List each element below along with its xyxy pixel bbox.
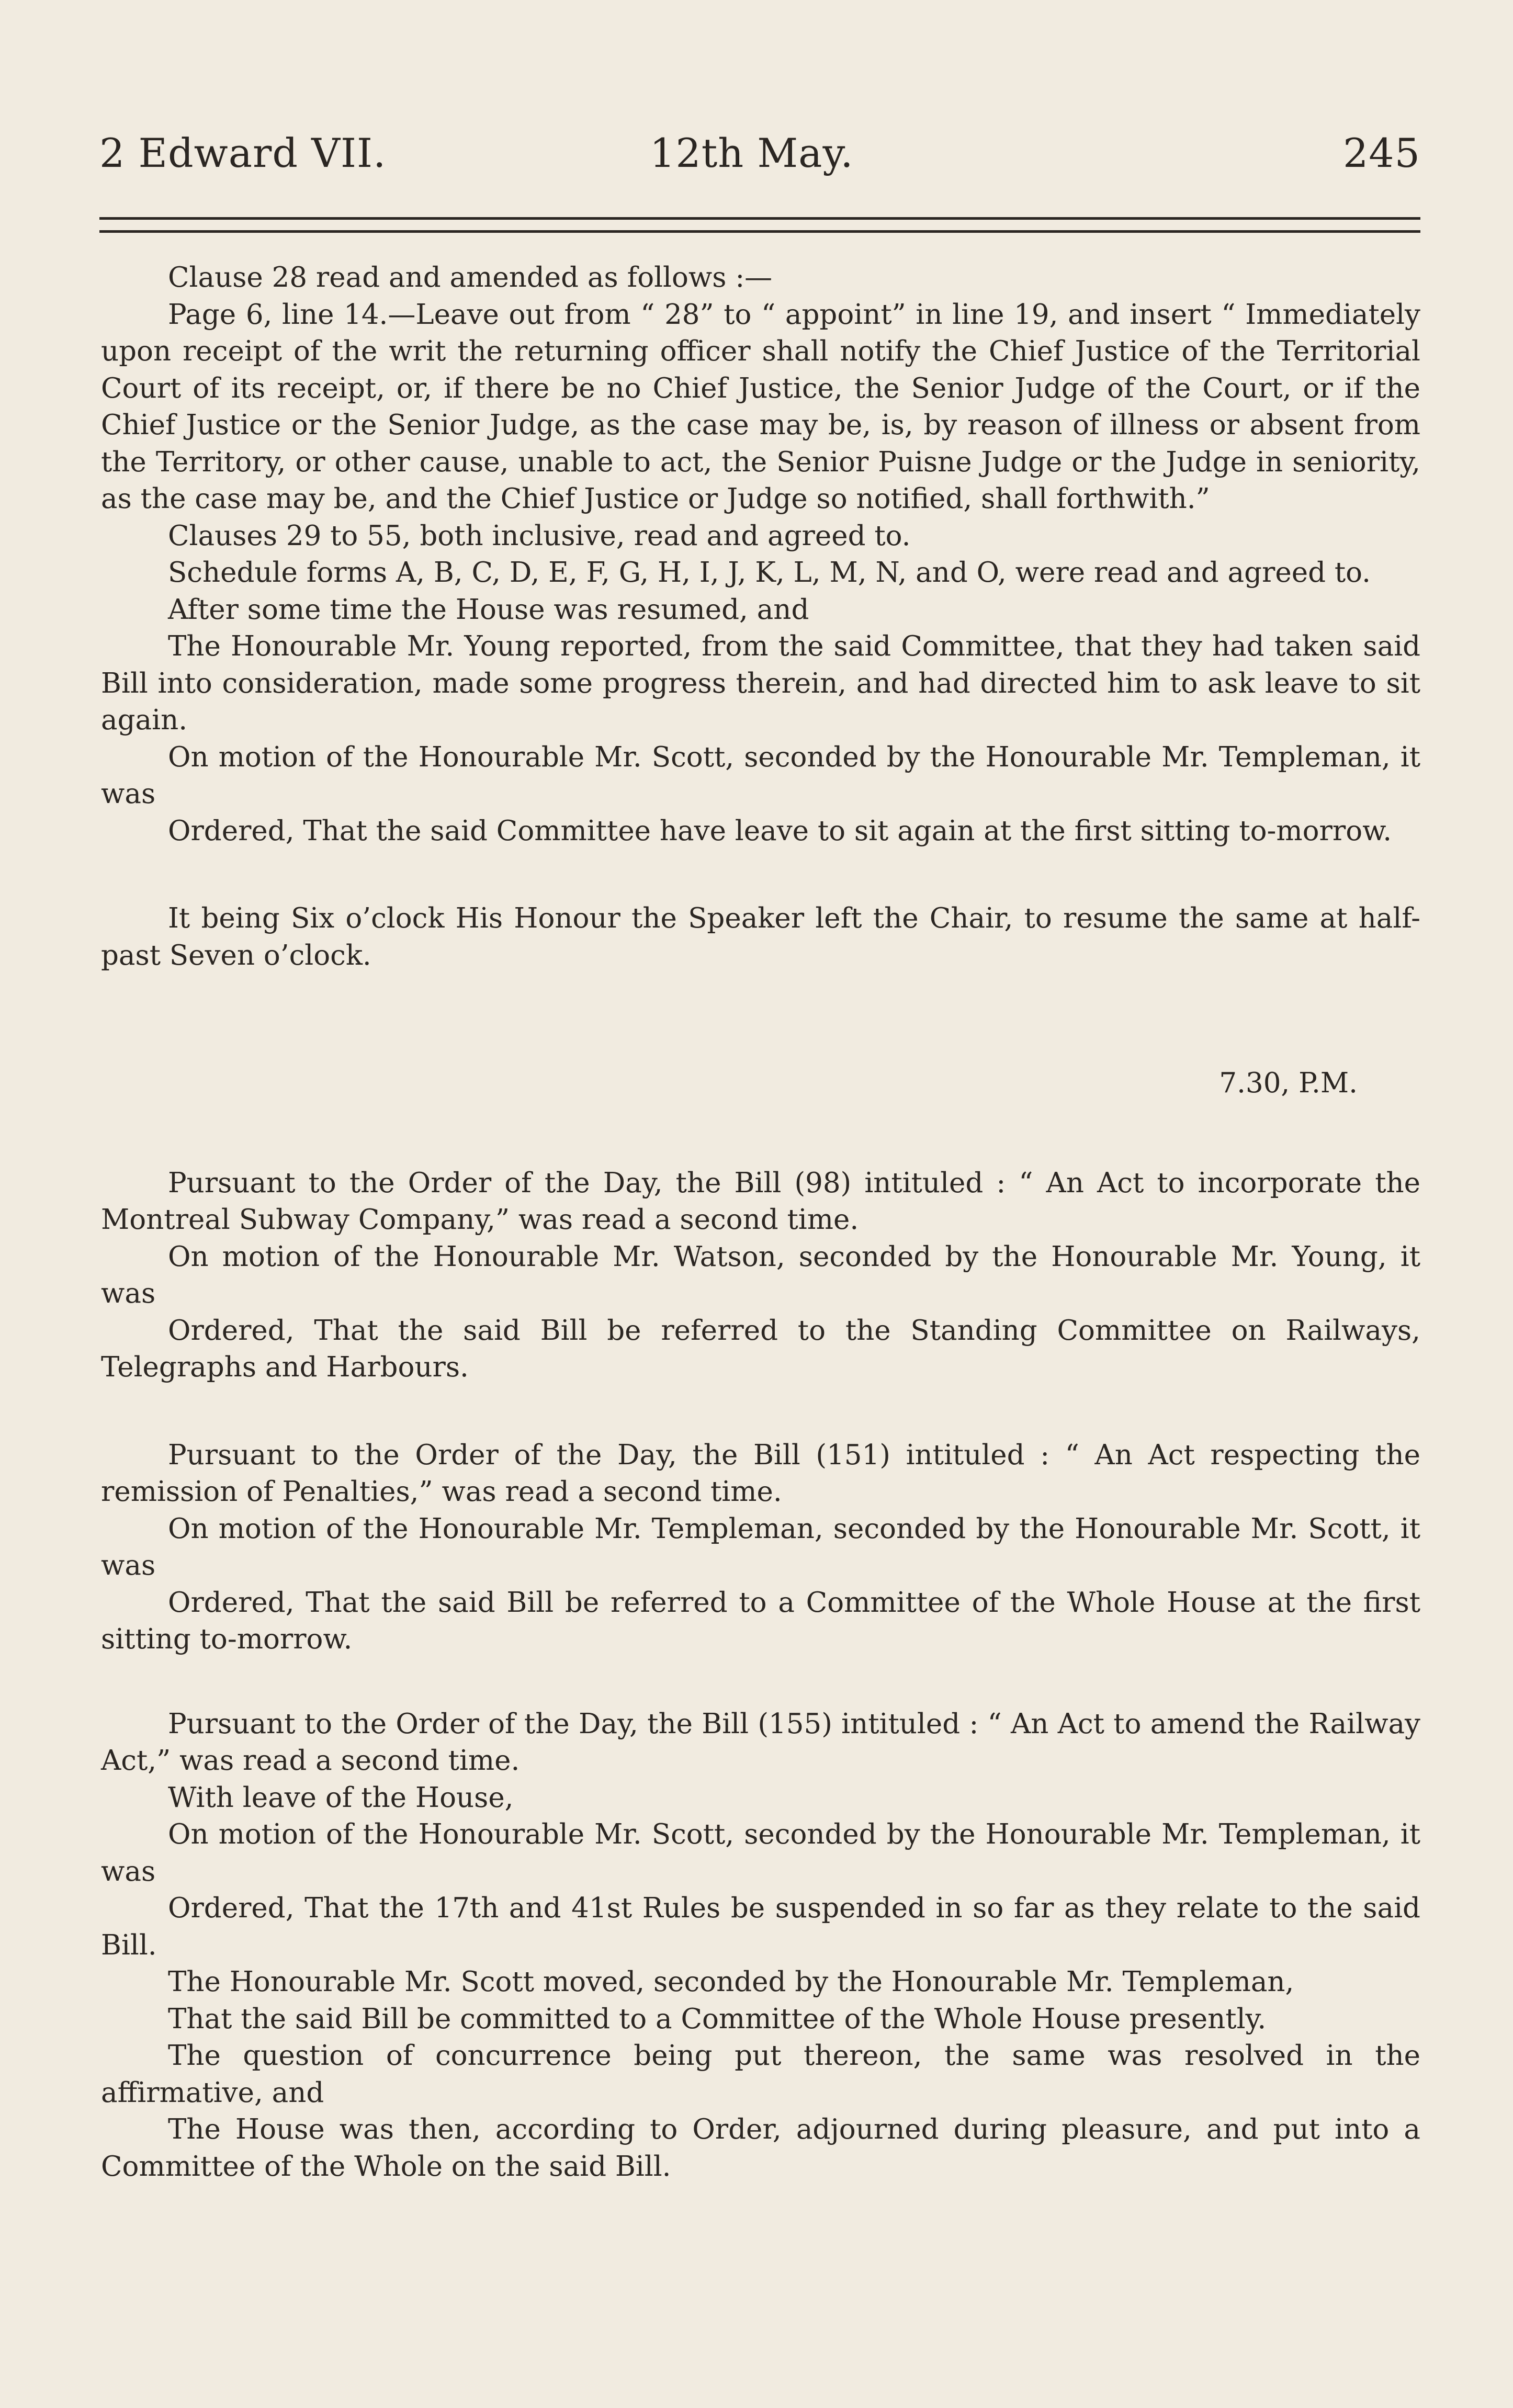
bill-151-second-reading: Pursuant to the Order of the Day, the Bill (151) intituled : “ An Act respecting the remission of Penalties,” was read a second time. [101, 1439, 1420, 1508]
evening-sitting-time: 7.30, P.M. [1219, 1067, 1358, 1099]
motion-scott-templeman-2: On motion of the Honourable Mr. Scott, seconded by the Honourable Mr. Templeman, it was [101, 1818, 1420, 1887]
journal-body [101, 259, 1420, 2185]
committee-report: The Honourable Mr. Young reported, from the said Committee, that they had taken said Bill into consideration, made some progress therein, and had directed him to ask leave to sit again. [101, 630, 1420, 736]
regnal-year: 2 Edward VII. [99, 130, 387, 176]
scott-moved: The Honourable Mr. Scott moved, seconded by the Honourable Mr. Templeman, [168, 1966, 1294, 1998]
six-oclock-recess: It being Six o’clock His Honour the Speaker left the Chair, to resume the same at half-past Seven o’clock. [101, 902, 1420, 971]
order-bill-98-referred: Ordered, That the said Bill be referred to the Standing Committee on Railways, Telegraphs and Harbours. [101, 1314, 1420, 1383]
order-sit-again: Ordered, That the said Committee have leave to sit again at the first sitting to-morrow. [168, 815, 1392, 847]
page-header [99, 130, 1420, 179]
bill-98-second-reading: Pursuant to the Order of the Day, the Bill (98) intituled : “ An Act to incorporate the Montreal Subway Company,” was read a second time. [101, 1167, 1420, 1236]
clause-28-heading: Clause 28 read and amended as follows :— [168, 262, 773, 293]
house-into-committee: The House was then, according to Order, adjourned during pleasure, and put into a Committee of the Whole on the said Bill. [101, 2113, 1420, 2183]
header-rule-bottom [99, 230, 1420, 233]
motion-templeman-scott: On motion of the Honourable Mr. Templeman, seconded by the Honourable Mr. Scott, it was [101, 1512, 1420, 1581]
order-rules-suspended: Ordered, That the 17th and 41st Rules be suspended in so far as they relate to the said Bill. [101, 1892, 1420, 1961]
bill-155-second-reading: Pursuant to the Order of the Day, the Bill (155) intituled : “ An Act to amend the Railway Act,” was read a second time. [101, 1708, 1420, 1777]
house-resumed: After some time the House was resumed, and [168, 593, 809, 626]
order-bill-151-referred: Ordered, That the said Bill be referred to a Committee of the Whole House at the first sitting to-morrow. [101, 1586, 1420, 1655]
page-number: 245 [1342, 130, 1420, 176]
question-resolved: The question of concurrence being put thereon, the same was resolved in the affirmative, and [101, 2040, 1420, 2109]
sitting-date: 12th May. [650, 130, 854, 176]
leave-of-house: With leave of the House, [168, 1781, 514, 1814]
header-rule-top [99, 217, 1420, 220]
motion-watson-young: On motion of the Honourable Mr. Watson, seconded by the Honourable Mr. Young, it was [101, 1240, 1420, 1309]
clause-28-amendment: Page 6, line 14.—Leave out from “ 28” to “ appoint” in line 19, and insert “ Immediately upon receipt of the writ the returning officer shall notify the Chief Justice of the Territorial Court of its receipt, or, if there be no Chief Justice, the Senior Judge of the Court, or if the Chief Justice or the Senior Judge, as the case may be, is, by reason of illness or absent from the Territory, or other cause, unable to act, the Senior Puisne Judge or the Judge in seniority, as the case may be, and the Chief Justice or Judge so notified, shall forthwith.” [101, 298, 1420, 515]
motion-scott-templeman: On motion of the Honourable Mr. Scott, seconded by the Honourable Mr. Templeman, it was [101, 741, 1420, 810]
schedule-forms: Schedule forms A, B, C, D, E, F, G, H, I, J, K, L, M, N, and O, were read and agreed to. [168, 557, 1371, 589]
clauses-29-55: Clauses 29 to 55, both inclusive, read and agreed to. [168, 519, 911, 552]
bill-committed: That the said Bill be committed to a Committee of the Whole House presently. [168, 2003, 1267, 2035]
